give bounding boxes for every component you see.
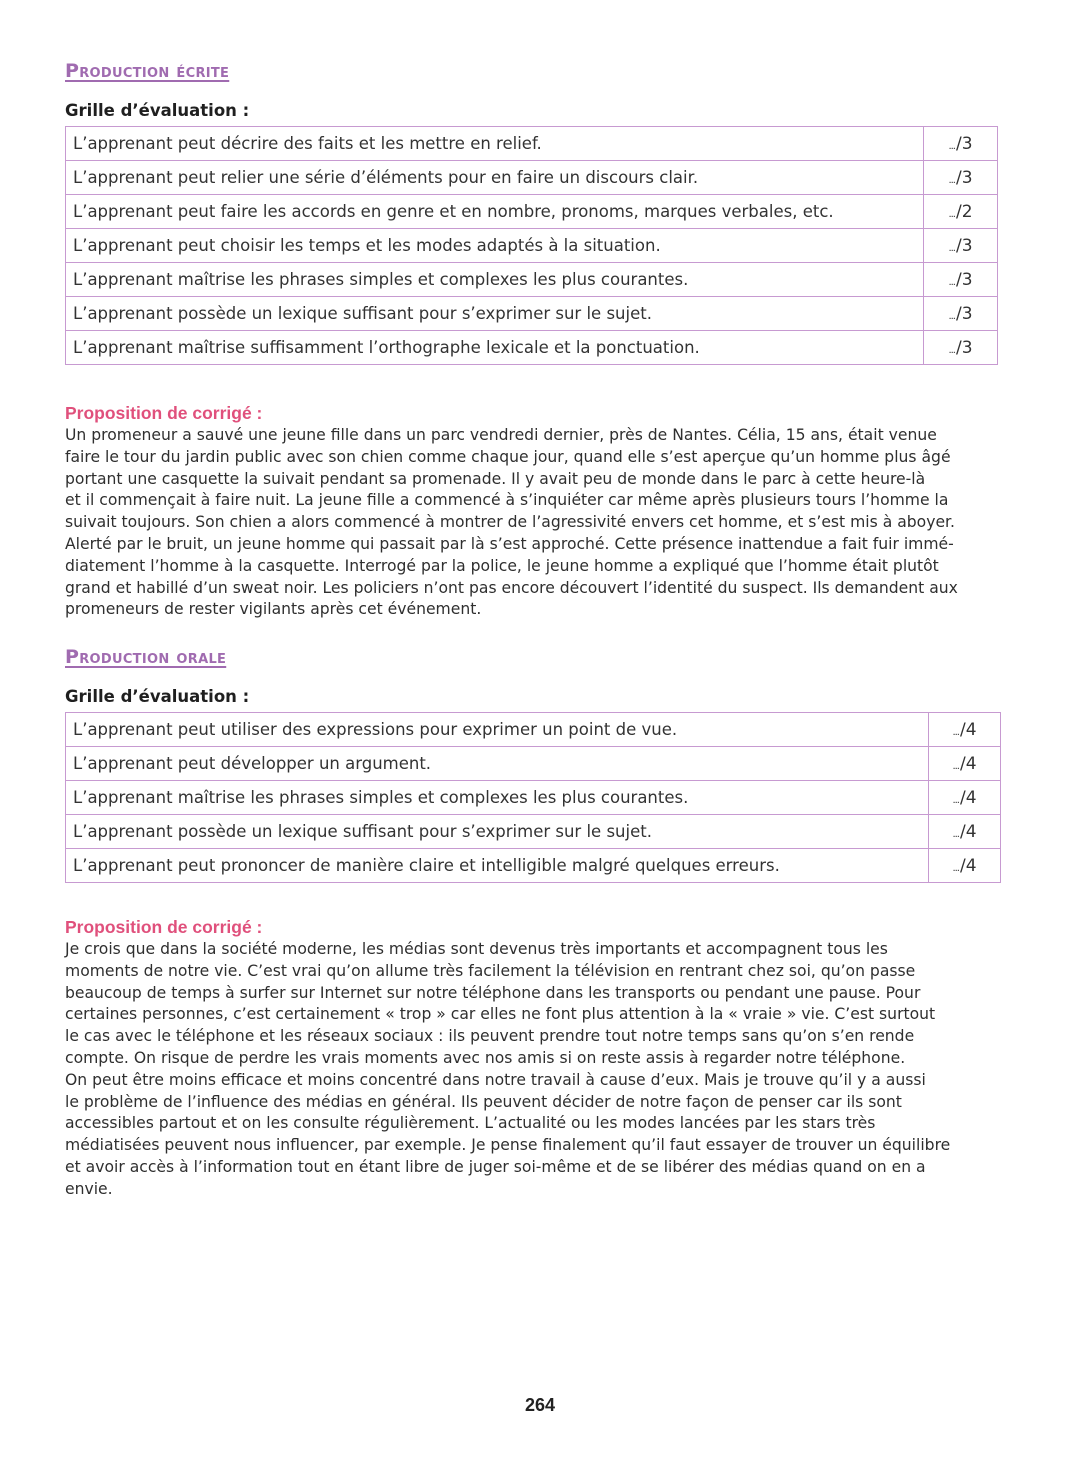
grid-row: [66, 331, 998, 365]
score-max: /2: [956, 201, 973, 222]
score-max: /3: [956, 167, 973, 188]
answer-line: faire le tour du jardin public avec son chien comme chaque jour, quand elle s’est aperçue qu’un homme plus âgé: [65, 447, 951, 466]
grid-row: [66, 713, 1001, 747]
answer-line: suivait toujours. Son chien a alors commencé à montrer de l’agressivité envers cet homme, et s’est mis à aboyer.: [65, 513, 955, 532]
score-cell: [924, 263, 998, 297]
grid-row: [66, 229, 998, 263]
answer-line: certaines personnes, c’est certainement « trop » car elles ne font plus attention à la « vraie » vie. C’est surtout: [65, 1005, 936, 1024]
criterion-text: L’apprenant maîtrise suffisamment l’orthographe lexicale et la ponctuation.: [66, 331, 924, 365]
grid-row: [66, 747, 1001, 781]
score-cell: [929, 815, 1001, 849]
grid-row: [66, 815, 1001, 849]
grid-row: [66, 195, 998, 229]
score-blank: ...: [948, 242, 955, 254]
answer-line: et avoir accès à l’information tout en étant libre de juger soi-même et de se libérer des médias quand on en a: [65, 1157, 926, 1176]
score-max: /3: [956, 303, 973, 324]
grid-row: [66, 127, 998, 161]
answer-line: moments de notre vie. C’est vrai qu’on allume très facilement la télévision en rentrant chez soi, qu’on passe: [65, 961, 916, 980]
score-cell: [924, 195, 998, 229]
answer-line: compte. On risque de perdre les vrais moments avec nos amis si on reste assis à regarder notre téléphone.: [65, 1048, 906, 1067]
section-title-production-orale: Production orale: [65, 646, 227, 668]
score-cell: [924, 229, 998, 263]
score-max: /4: [960, 787, 977, 808]
score-blank: ...: [948, 174, 955, 186]
score-cell: [924, 331, 998, 365]
score-cell: [924, 161, 998, 195]
answer-line: portant une casquette la suivait pendant sa promenade. Il y avait peu de monde dans le parc à cette heure-là: [65, 469, 926, 488]
score-blank: ...: [948, 310, 955, 322]
grid-row: [66, 161, 998, 195]
score-max: /4: [960, 821, 977, 842]
score-cell: [929, 747, 1001, 781]
grid-row: [66, 849, 1001, 883]
score-blank: ...: [952, 794, 959, 806]
score-max: /3: [956, 337, 973, 358]
score-max: /3: [956, 133, 973, 154]
score-cell: [929, 849, 1001, 883]
grid-row: [66, 781, 1001, 815]
score-blank: ...: [952, 828, 959, 840]
criterion-text: L’apprenant peut relier une série d’éléments pour en faire un discours clair.: [66, 161, 924, 195]
criterion-text: L’apprenant peut développer un argument.: [66, 747, 929, 781]
score-max: /3: [956, 269, 973, 290]
criterion-text: L’apprenant peut utiliser des expressions pour exprimer un point de vue.: [66, 713, 929, 747]
criterion-text: L’apprenant possède un lexique suffisant pour s’exprimer sur le sujet.: [66, 815, 929, 849]
score-blank: ...: [952, 726, 959, 738]
answer-line: promeneurs de rester vigilants après cet événement.: [65, 600, 482, 619]
criterion-text: L’apprenant peut prononcer de manière claire et intelligible malgré quelques erreurs.: [66, 849, 929, 883]
criterion-text: L’apprenant possède un lexique suffisant pour s’exprimer sur le sujet.: [66, 297, 924, 331]
score-cell: [929, 781, 1001, 815]
page-number: 264: [524, 1395, 556, 1415]
answer-line: envie.: [65, 1179, 113, 1198]
score-blank: ...: [948, 344, 955, 356]
score-blank: ...: [948, 140, 955, 152]
answer-line: grand et habillé d’un sweat noir. Les policiers n’ont pas encore découvert l’identité du suspect. Ils demandent aux: [65, 578, 958, 597]
score-max: /4: [960, 753, 977, 774]
answer-label-orale: Proposition de corrigé :: [65, 917, 263, 937]
answer-line: Un promeneur a sauvé une jeune fille dans un parc vendredi dernier, près de Nantes. Célia, 15 ans, était venue: [65, 426, 937, 444]
answer-line: et il commençait à faire nuit. La jeune fille a commencé à s’inquiéter car même après plusieurs tours l’homme la: [65, 491, 949, 510]
evaluation-grid-orale: [65, 712, 1001, 883]
criterion-text: L’apprenant maîtrise les phrases simples et complexes les plus courantes.: [66, 781, 929, 815]
score-cell: [929, 713, 1001, 747]
criterion-text: L’apprenant peut décrire des faits et les mettre en relief.: [66, 127, 924, 161]
score-blank: ...: [952, 760, 959, 772]
score-blank: ...: [948, 208, 955, 220]
answer-line: médiatisées peuvent nous influencer, par exemple. Je pense finalement qu’il faut essayer de trouver un équilibre: [65, 1136, 951, 1155]
grid-row: [66, 297, 998, 331]
criterion-text: L’apprenant maîtrise les phrases simples et complexes les plus courantes.: [66, 263, 924, 297]
score-cell: [924, 297, 998, 331]
answer-line: accessibles partout et on les consulte régulièrement. L’actualité ou les modes lancées par les stars très: [65, 1114, 876, 1133]
grid-label-orale: Grille d’évaluation :: [65, 687, 250, 706]
score-max: /3: [956, 235, 973, 256]
answer-label-ecrite: Proposition de corrigé :: [65, 403, 263, 423]
answer-line: diatement l’homme à la casquette. Interrogé par la police, le jeune homme a expliqué que l’homme était plutôt: [65, 556, 939, 575]
section-title-production-ecrite: Production écrite: [65, 60, 230, 82]
evaluation-grid-ecrite: [65, 126, 998, 365]
answer-line: beaucoup de temps à surfer sur Internet sur notre téléphone dans les transports ou pendant une pause. Pour: [65, 983, 921, 1002]
grid-row: [66, 263, 998, 297]
score-blank: ...: [952, 862, 959, 874]
score-blank: ...: [948, 276, 955, 288]
answer-text-ecrite: [65, 425, 1015, 621]
score-max: /4: [960, 719, 977, 740]
answer-line: On peut être moins efficace et moins concentré dans notre travail à cause d’eux. Mais je trouve qu’il y a aussi: [65, 1070, 926, 1089]
answer-line: le problème de l’influence des médias en général. Ils peuvent décider de notre façon de penser car ils sont: [65, 1092, 902, 1111]
answer-line: Alerté par le bruit, un jeune homme qui passait par là s’est approché. Cette présence inattendue a fait fuir immé-: [65, 534, 954, 553]
grid-label-ecrite: Grille d’évaluation :: [65, 101, 250, 120]
score-max: /4: [960, 855, 977, 876]
criterion-text: L’apprenant peut faire les accords en genre et en nombre, pronoms, marques verbales, etc.: [66, 195, 924, 229]
criterion-text: L’apprenant peut choisir les temps et les modes adaptés à la situation.: [66, 229, 924, 263]
answer-text-orale: [65, 939, 1015, 1201]
score-cell: [924, 127, 998, 161]
answer-line: le cas avec le téléphone et les réseaux sociaux : ils peuvent prendre tout notre temps sans qu’on s’en rende: [65, 1027, 915, 1046]
answer-line: Je crois que dans la société moderne, les médias sont devenus très importants et accompagnent tous les: [65, 940, 888, 958]
